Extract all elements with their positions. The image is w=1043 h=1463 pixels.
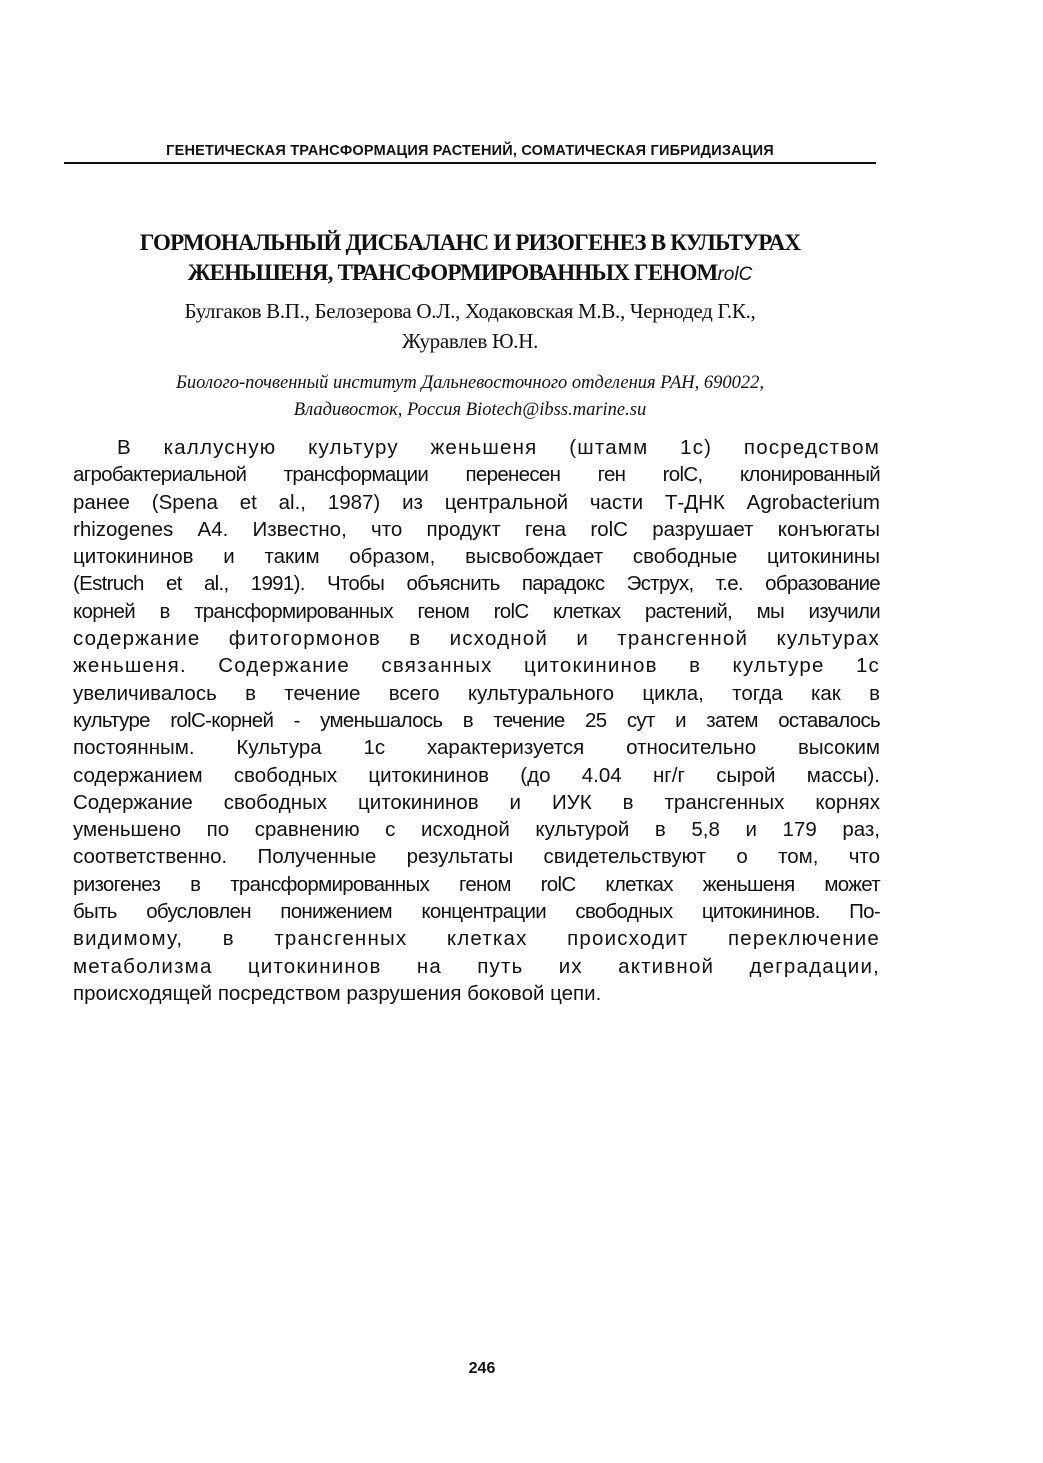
abstract-line: (Estruch et al., 1991). Чтобы объяснить парадокс Эструх, т.е. образование bbox=[73, 572, 880, 596]
abstract-line: ризогенез в трансформированных геном rolC клетках женьшеня может bbox=[73, 872, 880, 896]
abstract-line: ранее (Spena et al., 1987) из центральной части Т-ДНК Agrobacterium bbox=[73, 490, 880, 514]
abstract-line: увеличивалось в течение всего культурального цикла, тогда как в bbox=[73, 681, 880, 705]
title-gene-name: rolC bbox=[717, 264, 753, 285]
affiliation bbox=[64, 370, 876, 424]
header-rule bbox=[64, 162, 876, 164]
authors-line-2: Журавлев Ю.Н. bbox=[401, 329, 539, 353]
abstract-line: видимому, в трансгенных клетках происходит переключение bbox=[73, 927, 880, 951]
abstract-line: В каллусную культуру женьшеня (штамм 1с) посредством bbox=[117, 436, 880, 459]
authors-line-1: Булгаков В.П., Белозерова О.Л., Ходаковская М.В., Чернодед Г.К., bbox=[184, 299, 756, 323]
title-line-2 bbox=[64, 258, 876, 290]
abstract-line: содержанием свободных цитокининов (до 4.04 нг/г сырой массы). bbox=[73, 763, 880, 787]
abstract-line: rhizogenes А4. Известно, что продукт гена rolC разрушает конъюгаты bbox=[73, 517, 880, 541]
affiliation-line-1: Биолого-почвенный институт Дальневосточного отделения РАН, 690022, bbox=[176, 373, 764, 393]
title-line-2-text: ЖЕНЬШЕНЯ, ТРАНСФОРМИРОВАННЫХ ГЕНОМ bbox=[187, 260, 718, 285]
abstract-body bbox=[73, 434, 880, 1007]
abstract-line: женьшеня. Содержание связанных цитокининов в культуре 1с bbox=[73, 654, 880, 678]
article-title bbox=[64, 228, 876, 290]
abstract-line: постоянным. Культура 1с характеризуется относительно высоким bbox=[73, 736, 880, 760]
abstract-line: Содержание свободных цитокининов и ИУК в трансгенных корнях bbox=[73, 790, 880, 814]
title-line-1: ГОРМОНАЛЬНЫЙ ДИСБАЛАНС И РИЗОГЕНЕЗ В КУЛЬТУРАХ bbox=[139, 230, 801, 255]
abstract-line: корней в трансформированных геном rolC клетках растений, мы изучили bbox=[73, 599, 880, 623]
author-list bbox=[64, 296, 876, 356]
abstract-line: агробактериальной трансформации перенесен ген rolC, клонированный bbox=[73, 463, 880, 487]
abstract-line: цитокининов и таким образом, высвобождает свободные цитокинины bbox=[73, 545, 880, 569]
affiliation-line-2: Владивосток, Россия Biotech@ibss.marine.su bbox=[293, 400, 647, 420]
abstract-line: культуре rolC-корней - уменьшалось в течение 25 сут и затем оставалось bbox=[73, 708, 880, 732]
abstract-line: быть обусловлен понижением концентрации свободных цитокининов. По- bbox=[73, 900, 880, 924]
abstract-line: содержание фитогормонов в исходной и трансгенной культурах bbox=[73, 627, 880, 651]
running-head: ГЕНЕТИЧЕСКАЯ ТРАНСФОРМАЦИЯ РАСТЕНИЙ, СОМАТИЧЕСКАЯ ГИБРИДИЗАЦИЯ bbox=[166, 143, 774, 159]
abstract-line: уменьшено по сравнению с исходной культурой в 5,8 и 179 раз, bbox=[73, 818, 880, 842]
abstract-line: метаболизма цитокининов на путь их активной деградации, bbox=[73, 954, 880, 978]
page-number: 246 bbox=[468, 1360, 496, 1377]
abstract-line: соответственно. Полученные результаты свидетельствуют о том, что bbox=[73, 845, 880, 869]
abstract-line: происходящей посредством разрушения боковой цепи. bbox=[73, 981, 602, 1005]
